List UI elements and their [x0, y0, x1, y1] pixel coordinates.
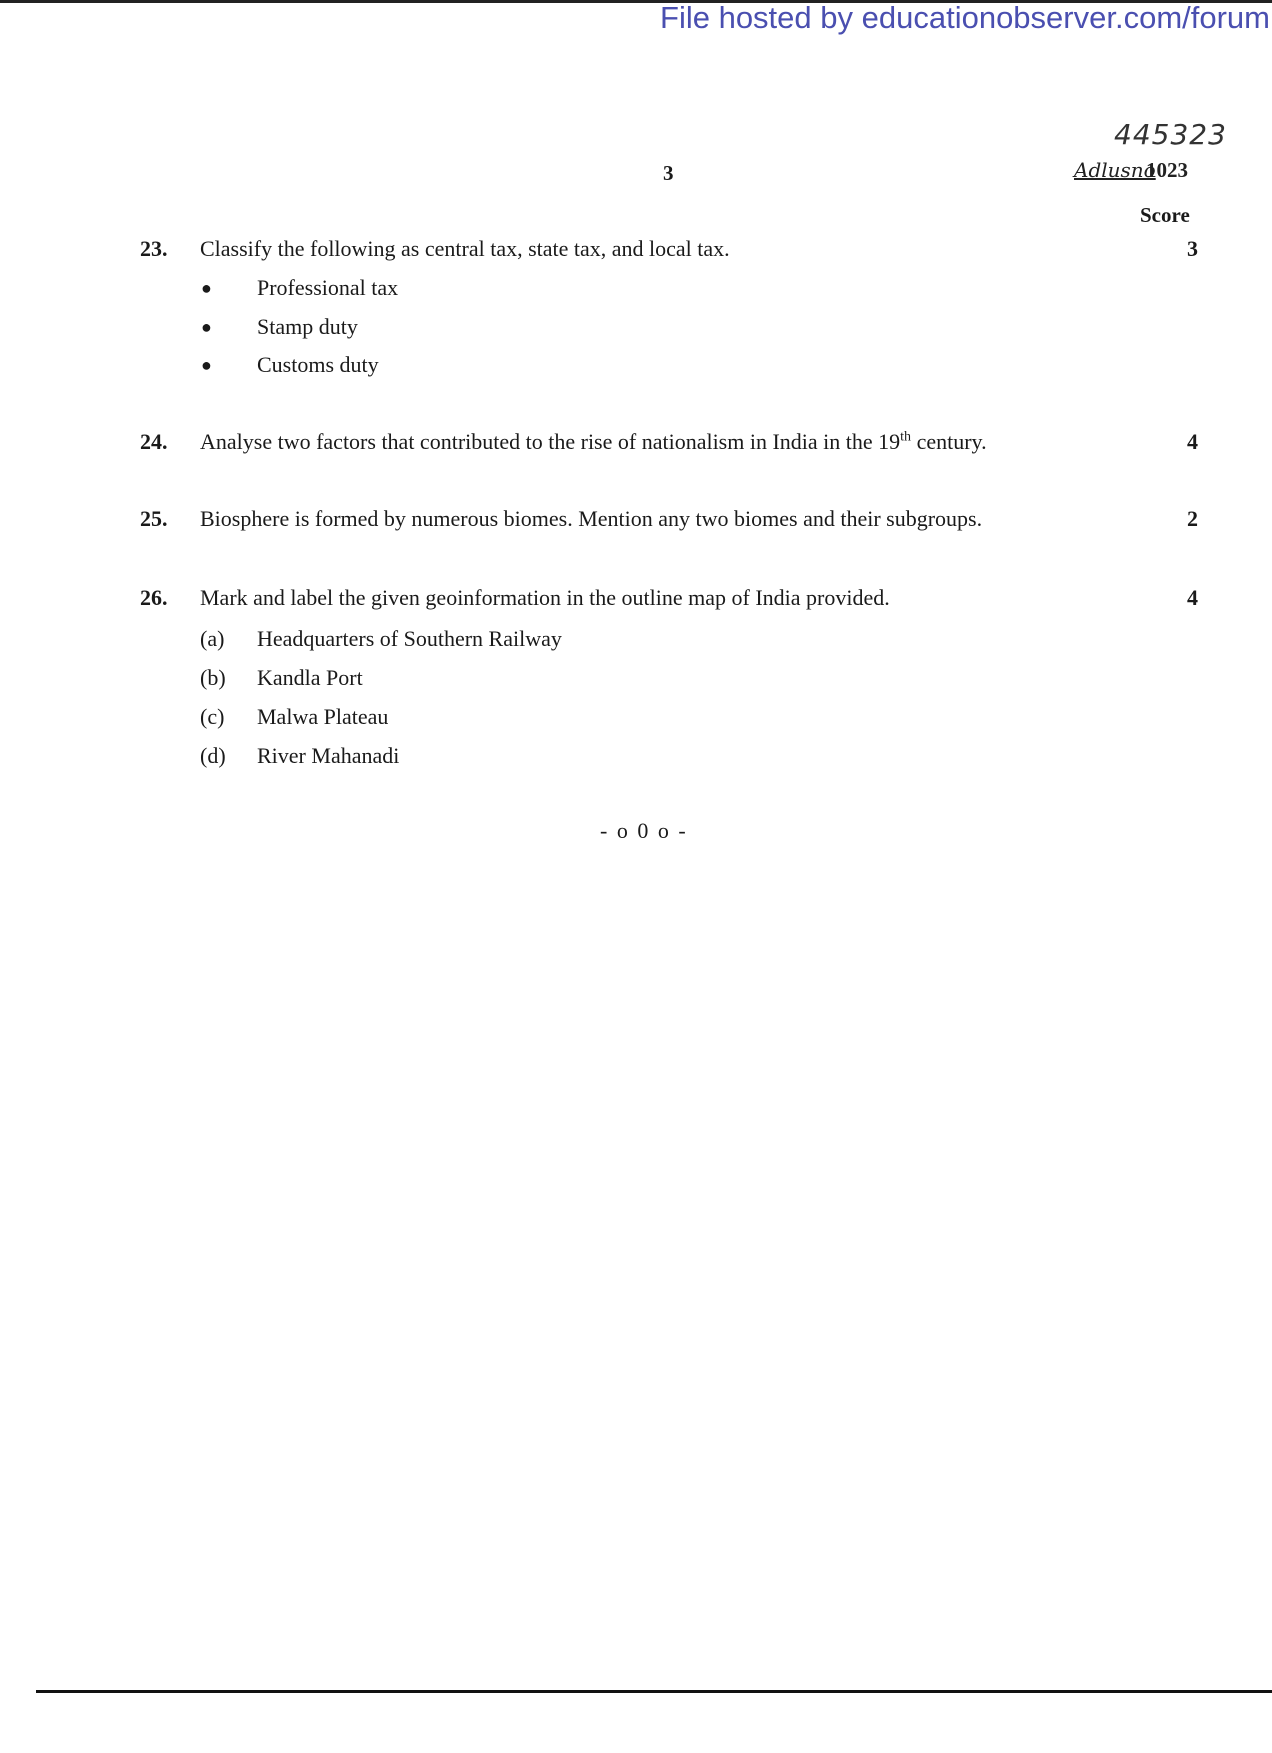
- question-text: Biosphere is formed by numerous biomes. Mention any two biomes and their subgroups.: [200, 506, 983, 531]
- question-number: 23.: [140, 236, 168, 261]
- question-score: 2: [1187, 506, 1198, 531]
- score-column-header: Score: [1140, 203, 1190, 227]
- list-item: Customs duty: [257, 352, 379, 377]
- question-number: 26.: [140, 585, 168, 610]
- list-item: Headquarters of Southern Railway: [257, 626, 562, 651]
- list-item: Kandla Port: [257, 665, 363, 690]
- question-score: 3: [1187, 236, 1198, 261]
- bullet-icon: ●: [201, 278, 212, 298]
- item-label: (a): [200, 626, 225, 651]
- item-label: (c): [200, 704, 225, 729]
- question-number: 24.: [140, 429, 168, 454]
- list-item: Malwa Plateau: [257, 704, 389, 729]
- list-item: Professional tax: [257, 275, 399, 300]
- page-number: 3: [663, 161, 674, 185]
- list-item: River Mahanadi: [257, 743, 400, 768]
- handwritten-number: 445323: [1114, 118, 1227, 151]
- question-text: Classify the following as central tax, state tax, and local tax.: [200, 236, 730, 261]
- bullet-icon: ●: [201, 355, 212, 375]
- watermark-text: File hosted by educationobserver.com/forum: [660, 0, 1270, 35]
- bullet-icon: ●: [201, 317, 212, 337]
- handwritten-signature: Adlusno: [1074, 158, 1156, 182]
- item-label: (d): [200, 743, 226, 768]
- question-score: 4: [1187, 429, 1198, 454]
- item-label: (b): [200, 665, 226, 690]
- question-score: 4: [1187, 585, 1198, 610]
- question-text: Mark and label the given geoinformation in the outline map of India provided.: [200, 585, 890, 610]
- list-item: Stamp duty: [257, 314, 358, 339]
- end-mark: - o 0 o -: [600, 818, 688, 843]
- bottom-border-line: [36, 1690, 1272, 1693]
- question-number: 25.: [140, 506, 168, 531]
- question-text: Analyse two factors that contributed to the rise of nationalism in India in the 19th century.: [200, 429, 987, 454]
- paper-code: 1023: [1146, 158, 1188, 182]
